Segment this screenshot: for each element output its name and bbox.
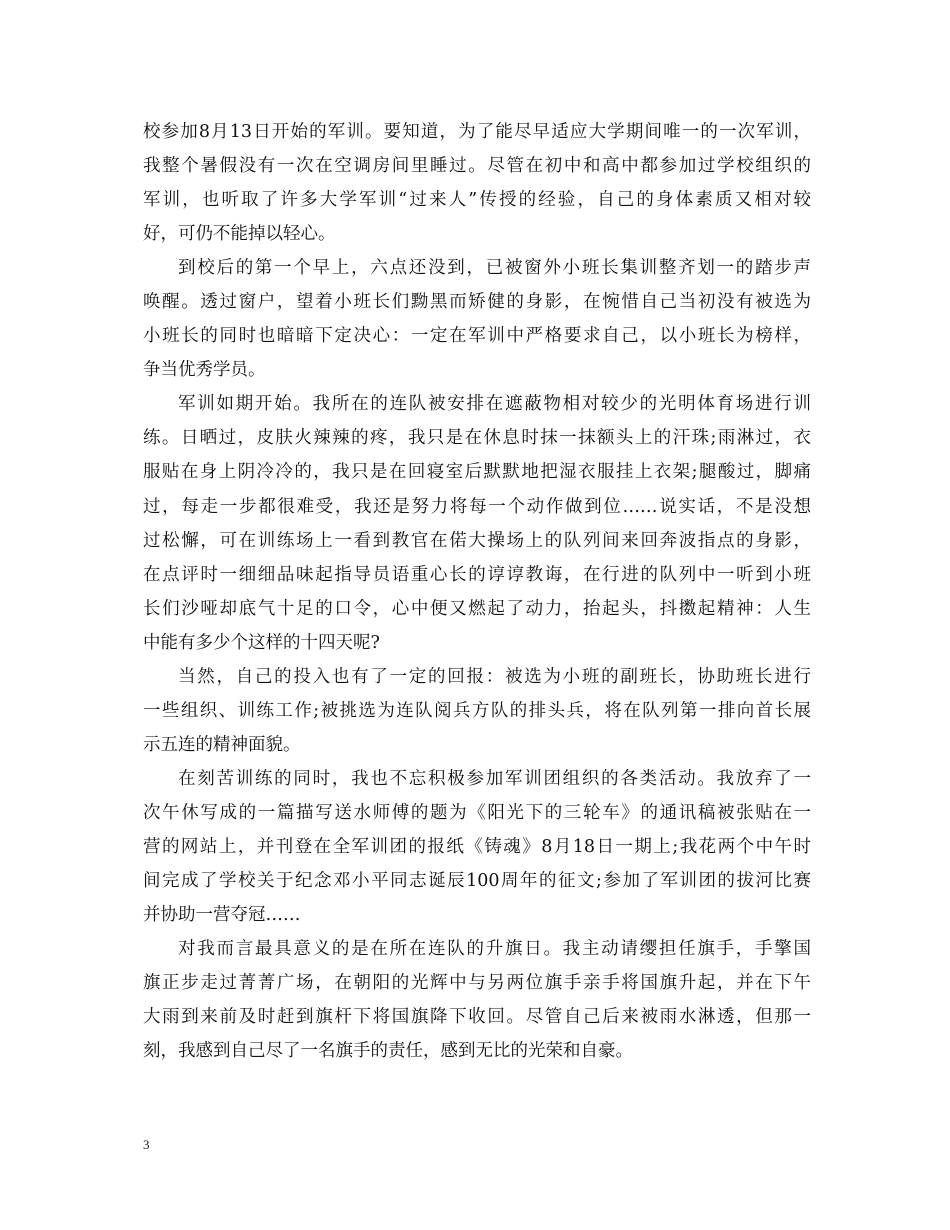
text-line: 争当优秀学员。 — [143, 360, 266, 381]
text-line: 中能有多少个这样的十四天呢? — [143, 632, 380, 653]
text-line: 到校后的第一个早上，六点还没到，已被窗外小班长集训整齐划一的踏步声 — [178, 258, 811, 279]
text-line: 并协助一营夺冠…… — [143, 905, 301, 926]
text-line: 刻，我感到自己尽了一名旗手的责任，感到无比的光荣和自豪。 — [143, 1041, 633, 1062]
text-line: 在刻苦训练的同时，我也不忘积极参加军训团组织的各类活动。我放弃了一 — [178, 768, 811, 789]
text-line: 军训如期开始。我所在的连队被安排在遮蔽物相对较少的光明体育场进行训 — [178, 394, 811, 415]
text-line: 当然，自己的投入也有了一定的回报：被选为小班的副班长，协助班长进行 — [178, 666, 811, 687]
text-line: 军训，也听取了许多大学军训“过来人”传授的经验，自己的身体素质又相对较 — [143, 190, 811, 211]
text-line: 小班长的同时也暗暗下定决心：一定在军训中严格要求自己，以小班长为榜样， — [143, 326, 811, 347]
text-line: 对我而言最具意义的是在所在连队的升旗日。我主动请缨担任旗手，手擎国 — [178, 939, 811, 960]
text-line: 次午休写成的一篇描写送水师傅的题为《阳光下的三轮车》的通讯稿被张贴在一 — [143, 802, 811, 823]
body-text — [143, 115, 811, 1068]
text-line: 旗正步走过菁菁广场，在朝阳的光辉中与另两位旗手亲手将国旗升起，并在下午 — [143, 973, 811, 994]
text-line: 大雨到来前及时赶到旗杆下将国旗降下收回。尽管自己后来被雨水淋透，但那一 — [143, 1007, 811, 1028]
text-line: 服贴在身上阴冷冷的，我只是在回寝室后默默地把湿衣服挂上衣架;腿酸过，脚痛 — [143, 462, 811, 483]
text-line: 一些组织、训练工作;被挑选为连队阅兵方队的排头兵，将在队列第一排向首长展 — [143, 700, 811, 721]
text-line: 练。日晒过，皮肤火辣辣的疼，我只是在休息时抹一抹额头上的汗珠;雨淋过，衣 — [143, 428, 811, 449]
page-number: 3 — [143, 1137, 150, 1152]
text-line: 唤醒。透过窗户，望着小班长们黝黑而矫健的身影，在惋惜自己当初没有被选为 — [143, 292, 811, 313]
text-line: 间完成了学校关于纪念邓小平同志诞辰100周年的征文;参加了军训团的拔河比赛 — [143, 871, 811, 892]
text-line: 校参加8月13日开始的军训。要知道，为了能尽早适应大学期间唯一的一次军训， — [143, 122, 811, 142]
text-line: 我整个暑假没有一次在空调房间里睡过。尽管在初中和高中都参加过学校组织的 — [143, 156, 811, 177]
text-line: 好，可仍不能掉以轻心。 — [143, 224, 336, 245]
text-line: 营的网站上，并刊登在全军训团的报纸《铸魂》8月18日一期上;我花两个中午时 — [143, 836, 811, 857]
text-line: 在点评时一细细品味起指导员语重心长的谆谆教诲，在行进的队列中一听到小班 — [143, 564, 811, 585]
text-line: 示五连的精神面貌。 — [143, 734, 301, 755]
text-line: 过，每走一步都很难受，我还是努力将每一个动作做到位……说实话，不是没想 — [143, 496, 811, 517]
text-line: 过松懈，可在训练场上一看到教官在偌大操场上的队列间来回奔波指点的身影， — [143, 530, 811, 551]
text-line: 长们沙哑却底气十足的口令，心中便又燃起了动力，抬起头，抖擞起精神：人生 — [143, 598, 811, 619]
